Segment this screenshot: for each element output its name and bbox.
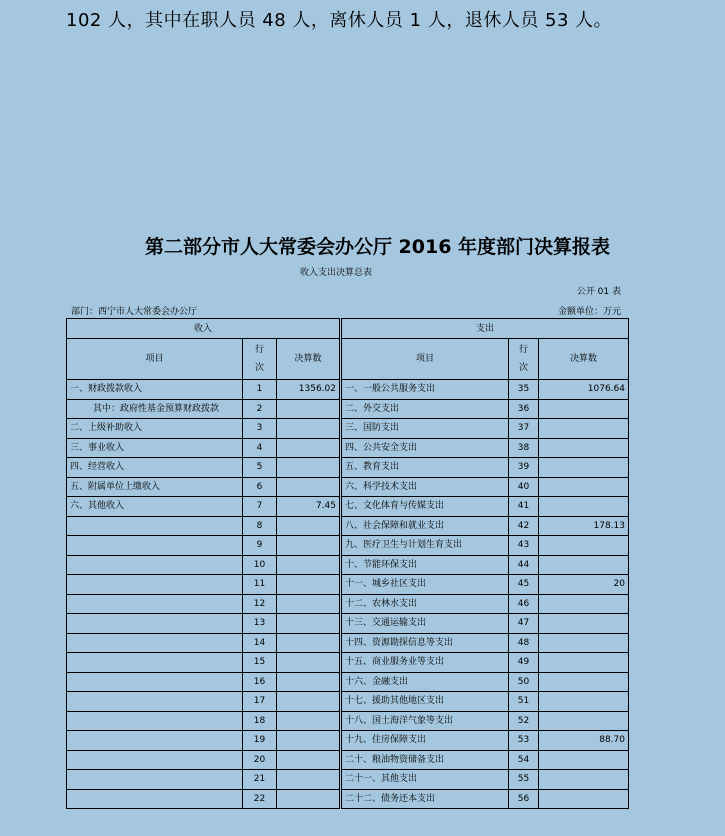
expense-row-number-cell: 50 (509, 672, 539, 692)
income-item-cell (67, 516, 243, 536)
expense-item-cell: 二十一、其他支出 (341, 770, 509, 790)
income-item-cell (67, 555, 243, 575)
expense-amount-cell (539, 614, 629, 634)
expense-row-number-cell: 35 (509, 380, 539, 400)
income-row-number-cell: 8 (243, 516, 277, 536)
income-item-cell: 二、上级补助收入 (67, 419, 243, 439)
expense-item-cell: 十四、资源勘探信息等支出 (341, 633, 509, 653)
expense-row-number-cell: 40 (509, 477, 539, 497)
income-amount-cell (277, 614, 341, 634)
expense-row-number-cell: 45 (509, 575, 539, 595)
expense-item-cell: 六、科学技术支出 (341, 477, 509, 497)
income-row-number-cell: 11 (243, 575, 277, 595)
expense-row-number-cell: 36 (509, 399, 539, 419)
income-amount-header: 决算数 (277, 339, 341, 380)
income-row-number-cell: 3 (243, 419, 277, 439)
table-row (67, 555, 629, 575)
table-row (67, 692, 629, 712)
table-row (67, 711, 629, 731)
expense-section-header: 支出 (341, 319, 629, 339)
table-row (67, 419, 629, 439)
expense-item-cell: 三、国防支出 (341, 419, 509, 439)
income-amount-cell (277, 575, 341, 595)
income-item-cell (67, 770, 243, 790)
table-row (67, 477, 629, 497)
income-amount-cell (277, 653, 341, 673)
expense-row-number-cell: 56 (509, 789, 539, 809)
table-row (67, 614, 629, 634)
income-amount-cell (277, 789, 341, 809)
expense-amount-cell (539, 770, 629, 790)
expense-item-cell: 一、一般公共服务支出 (341, 380, 509, 400)
income-amount-cell (277, 477, 341, 497)
income-amount-cell (277, 731, 341, 751)
income-item-cell (67, 750, 243, 770)
expense-amount-cell: 1076.64 (539, 380, 629, 400)
intro-staff-text: 102 人，其中在职人员 48 人，离休人员 1 人，退休人员 53 人。 (66, 10, 613, 31)
expense-item-cell: 十九、住房保障支出 (341, 731, 509, 751)
expense-item-cell: 八、社会保障和就业支出 (341, 516, 509, 536)
income-amount-cell: 7.45 (277, 497, 341, 517)
income-item-cell (67, 594, 243, 614)
expense-item-cell: 二十、粮油物资储备支出 (341, 750, 509, 770)
expense-item-cell: 九、医疗卫生与计划生育支出 (341, 536, 509, 556)
expense-row-number-cell: 43 (509, 536, 539, 556)
income-item-cell (67, 692, 243, 712)
expense-amount-cell (539, 594, 629, 614)
table-row (67, 516, 629, 536)
expense-item-cell: 十六、金融支出 (341, 672, 509, 692)
table-row (67, 438, 629, 458)
income-amount-cell (277, 633, 341, 653)
expense-row-number-cell: 48 (509, 633, 539, 653)
expense-amount-cell (539, 789, 629, 809)
income-amount-cell (277, 555, 341, 575)
column-header-row (67, 339, 629, 380)
income-amount-cell (277, 536, 341, 556)
expense-amount-cell (539, 536, 629, 556)
department-label: 部门：西宁市人大常委会办公厅 (71, 307, 198, 317)
expense-row-number-cell: 41 (509, 497, 539, 517)
income-amount-cell (277, 419, 341, 439)
income-item-cell (67, 653, 243, 673)
expense-amount-cell (539, 653, 629, 673)
income-amount-cell (277, 516, 341, 536)
income-item-cell (67, 536, 243, 556)
table-row (67, 653, 629, 673)
income-row-number-cell: 2 (243, 399, 277, 419)
income-row-number-cell: 17 (243, 692, 277, 712)
expense-item-cell: 十七、援助其他地区支出 (341, 692, 509, 712)
report-subtitle: 收入支出决算总表 (300, 268, 373, 278)
expense-row-number-cell: 46 (509, 594, 539, 614)
table-row (67, 497, 629, 517)
table-row (67, 380, 629, 400)
expense-item-cell: 十八、国土海洋气象等支出 (341, 711, 509, 731)
income-expense-table (66, 318, 629, 809)
income-row-number-cell: 19 (243, 731, 277, 751)
expense-row-number-cell: 38 (509, 438, 539, 458)
amount-unit-label: 金额单位：万元 (557, 307, 621, 317)
expense-row-number-cell: 39 (509, 458, 539, 478)
expense-row-number-cell: 55 (509, 770, 539, 790)
expense-item-cell: 十一、城乡社区支出 (341, 575, 509, 595)
income-row-number-cell: 21 (243, 770, 277, 790)
expense-item-header: 项目 (341, 339, 509, 380)
expense-amount-cell: 178.13 (539, 516, 629, 536)
expense-row-number-cell: 53 (509, 731, 539, 751)
expense-item-cell: 十五、商业服务业等支出 (341, 653, 509, 673)
expense-amount-header: 决算数 (539, 339, 629, 380)
income-amount-cell (277, 458, 341, 478)
expense-item-cell: 七、文化体育与传媒支出 (341, 497, 509, 517)
row-header-char-2: 次 (254, 363, 264, 373)
expense-row-number-cell: 51 (509, 692, 539, 712)
income-item-cell: 六、其他收入 (67, 497, 243, 517)
income-row-number-cell: 22 (243, 789, 277, 809)
income-row-number-cell: 5 (243, 458, 277, 478)
expense-amount-cell (539, 438, 629, 458)
expense-amount-cell (539, 711, 629, 731)
table-row (67, 731, 629, 751)
income-item-cell (67, 633, 243, 653)
table-row (67, 672, 629, 692)
expense-item-cell: 五、教育支出 (341, 458, 509, 478)
table-row (67, 789, 629, 809)
expense-amount-cell (539, 419, 629, 439)
income-row-number-cell: 1 (243, 380, 277, 400)
expense-item-cell: 二、外交支出 (341, 399, 509, 419)
table-row (67, 633, 629, 653)
expense-amount-cell (539, 497, 629, 517)
row-header-char-1: 行 (254, 345, 264, 355)
expense-row-number-cell: 42 (509, 516, 539, 536)
income-amount-cell (277, 594, 341, 614)
report-title: 第二部分市人大常委会办公厅 2016 年度部门决算报表 (144, 236, 611, 258)
income-item-cell: 三、事业收入 (67, 438, 243, 458)
income-item-cell (67, 614, 243, 634)
income-amount-cell (277, 438, 341, 458)
form-number: 公开 01 表 (576, 287, 621, 297)
income-row-number-cell: 18 (243, 711, 277, 731)
income-amount-cell (277, 770, 341, 790)
row-header-char-1: 行 (518, 345, 528, 355)
expense-amount-cell (539, 555, 629, 575)
income-amount-cell (277, 399, 341, 419)
expense-amount-cell (539, 458, 629, 478)
income-amount-cell (277, 750, 341, 770)
income-item-cell (67, 711, 243, 731)
expense-row-number-cell: 54 (509, 750, 539, 770)
expense-row-number-cell: 37 (509, 419, 539, 439)
income-amount-cell (277, 711, 341, 731)
income-amount-cell (277, 692, 341, 712)
expense-row-number-cell: 52 (509, 711, 539, 731)
income-item-cell (67, 789, 243, 809)
expense-amount-cell: 20 (539, 575, 629, 595)
income-row-number-header (243, 339, 277, 380)
expense-row-number-cell: 44 (509, 555, 539, 575)
expense-amount-cell (539, 633, 629, 653)
income-item-cell: 五、附属单位上缴收入 (67, 477, 243, 497)
income-row-number-cell: 7 (243, 497, 277, 517)
expense-row-number-header (509, 339, 539, 380)
expense-item-cell: 二十二、债务还本支出 (341, 789, 509, 809)
income-item-cell: 四、经营收入 (67, 458, 243, 478)
expense-item-cell: 十、节能环保支出 (341, 555, 509, 575)
income-row-number-cell: 12 (243, 594, 277, 614)
expense-amount-cell: 88.70 (539, 731, 629, 751)
row-header-char-2: 次 (518, 363, 528, 373)
expense-amount-cell (539, 750, 629, 770)
expense-row-number-cell: 47 (509, 614, 539, 634)
income-row-number-cell: 15 (243, 653, 277, 673)
income-amount-cell (277, 672, 341, 692)
table-row (67, 399, 629, 419)
income-amount-cell: 1356.02 (277, 380, 341, 400)
table-row (67, 594, 629, 614)
income-row-number-cell: 10 (243, 555, 277, 575)
income-row-number-cell: 4 (243, 438, 277, 458)
expense-item-cell: 十三、交通运输支出 (341, 614, 509, 634)
income-item-cell (67, 672, 243, 692)
table-row (67, 750, 629, 770)
expense-amount-cell (539, 399, 629, 419)
expense-item-cell: 四、公共安全支出 (341, 438, 509, 458)
table-row (67, 770, 629, 790)
income-item-cell (67, 731, 243, 751)
expense-amount-cell (539, 477, 629, 497)
table-row (67, 536, 629, 556)
expense-row-number-cell: 49 (509, 653, 539, 673)
income-section-header: 收入 (67, 319, 341, 339)
table-row (67, 575, 629, 595)
income-row-number-cell: 6 (243, 477, 277, 497)
table-row (67, 458, 629, 478)
expense-amount-cell (539, 692, 629, 712)
income-row-number-cell: 20 (243, 750, 277, 770)
expense-item-cell: 十二、农林水支出 (341, 594, 509, 614)
section-header-row (67, 319, 629, 339)
expense-amount-cell (539, 672, 629, 692)
income-item-header: 项目 (67, 339, 243, 380)
income-item-cell: 一、财政拨款收入 (67, 380, 243, 400)
income-item-cell (67, 575, 243, 595)
income-item-cell: 其中：政府性基金预算财政拨款 (67, 399, 243, 419)
income-row-number-cell: 9 (243, 536, 277, 556)
income-row-number-cell: 13 (243, 614, 277, 634)
income-row-number-cell: 16 (243, 672, 277, 692)
income-row-number-cell: 14 (243, 633, 277, 653)
